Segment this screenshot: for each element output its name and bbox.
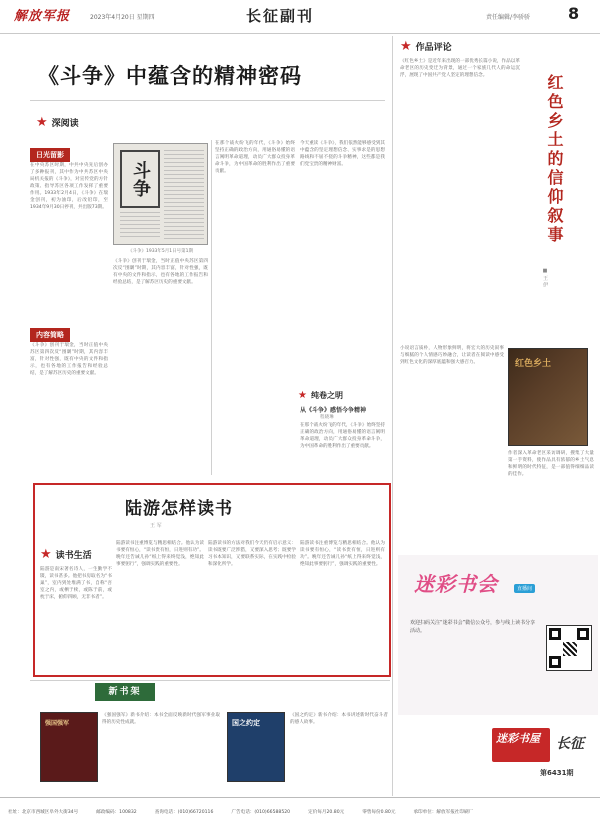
qr-finder-bl: [549, 656, 561, 668]
newspaper-masthead-text: 斗争: [120, 150, 160, 208]
footer-retail: 零售每份0.80元: [362, 809, 396, 815]
issue-date: 2023年4月20日 星期四: [90, 14, 155, 21]
article-column-4: 今天重读《斗争》，我们依然能够感受到其中蕴含的坚定理想信念、实事求是的思想路线和不屈不挠的斗争精神，这些都是我们党宝贵的精神财富。: [300, 141, 385, 167]
book-1-title: 强国强军: [45, 720, 70, 727]
book-cover-title: 红色乡土: [515, 359, 552, 369]
star-icon: ★: [298, 389, 307, 401]
book-1-caption: 《强国强军》新书介绍：本书全面反映新时代强军事业取得的历史性成就。: [102, 713, 220, 725]
ad-brand-banner: [410, 560, 550, 612]
review-text-column-1: 《红色乡土》是近年来出现的一部优秀长篇小说，作品以革命老区的历史变迁为背景，通过一个家族几代人的命运沉浮，展现了中国共产党人坚定的理想信念。: [400, 59, 520, 78]
reading-article-author: 王 军: [150, 523, 162, 529]
review-author: ■ 王 伊: [542, 268, 548, 288]
newspaper-text-lines: [164, 150, 204, 240]
headline-divider: [30, 100, 385, 101]
qr-data-pattern: [563, 642, 577, 656]
masthead: [0, 0, 600, 34]
article-column-4b: 在那个战火纷飞的年代，《斗争》始终坚持正确的政治方向，用通俗易懂的语言阐明革命道理，动员广大群众投身革命斗争，为中国革命的胜利作出了重要贡献。: [300, 423, 385, 449]
book-cover-image: [508, 348, 588, 446]
review-text-column-3: 作者深入革命老区采访调研，搜集了大量第一手资料，使作品具有浓郁的乡土气息和鲜明的时代特征，是一部值得细细品读的佳作。: [508, 451, 594, 477]
issue-number: 第6431期: [540, 769, 574, 777]
newspaper-text-lines-2: [120, 212, 160, 240]
reading-text-mid-2: 陆游读书的方法对我们今天仍有启示意义：读书既要广泛涉猎，又要深入思考；既要学习书本知识，又要联系实际，在实践中检验和深化所学。: [208, 541, 296, 567]
page-footer: [0, 797, 600, 825]
changzheng-signature: 长征: [556, 736, 584, 752]
column-label-daguang: 日光留影: [30, 148, 70, 162]
article-column-3: 在那个战火纷飞的年代，《斗争》始终坚持正确的政治方向，用通俗易懂的语言阐明革命道理，动员广大群众投身革命斗争，为中国革命的胜利作出了重要贡献。: [215, 141, 295, 174]
micai-bookhouse-logo: [492, 728, 550, 762]
new-books-label: 新书架: [95, 683, 155, 701]
footer-printer: 承印单位：解放军报社印刷厂: [413, 809, 474, 815]
footer-address: 社址：北京市西城区阜外大街34号: [8, 809, 79, 815]
qr-code-icon[interactable]: [546, 625, 592, 671]
qr-finder-tr: [577, 628, 589, 640]
page-column-divider: [392, 36, 393, 796]
article-column-1b: 《斗争》创刊于瑞金，当时正值中央苏区第四次反“围剿”时期，其内容丰富，针对性强，既有中央的文件和指示，也有各地的工作报告和经验总结，是了解苏区历史的重要文献。: [30, 343, 108, 376]
footer-price: 定价每月20.80元: [308, 809, 345, 815]
footer-ad-phone: 广告电话：(010)66588520: [231, 809, 291, 815]
book-2-caption: 《国之约定》新书介绍：本书讲述新时代奋斗者的感人故事。: [290, 713, 388, 725]
star-icon: ★: [36, 115, 48, 130]
book-cover-1: [40, 712, 98, 782]
book-cover-2: [227, 712, 285, 782]
reading-text-left: 陆游是南宋著名诗人，一生勤学不辍，读书甚多。他把书房取名为“书巢”，室内到处堆满了书，自称“吾室之内，或栖于椟，或陈于前，或枕于床，俯仰四顾，无非书者”。: [40, 567, 112, 600]
sub-piece-author: 程晓琳: [320, 415, 334, 420]
reading-article-title: 陆游怎样读书: [125, 499, 233, 519]
ad-live-tag: 直播间: [514, 584, 535, 593]
image-caption: 《斗争》1933年5月1日号第1期: [127, 249, 194, 254]
article-column-2: 《斗争》创刊于瑞金，当时正值中央苏区第四次反“围剿”时期，其内容丰富，针对性强，既有中央的文件和指示，也有各地的工作报告和经验总结，是了解苏区历史的重要文献。: [113, 259, 208, 285]
qr-finder-tl: [549, 628, 561, 640]
main-headline: 《斗争》中蕴含的精神密码: [38, 63, 302, 88]
bottom-divider: [30, 680, 390, 681]
book-2-title: 国之约定: [232, 719, 260, 727]
column-divider: [211, 140, 212, 475]
review-text-column-2: 小说语言质朴，人物形象鲜明，将宏大的历史叙事与细腻的个人情感巧妙融合，让读者在阅读中感受到红色文化的深厚底蕴和强大感召力。: [400, 346, 504, 365]
section-title: 长征副刊: [246, 7, 315, 25]
sub-piece-title: 从《斗争》感悟今争精神: [300, 407, 367, 414]
ad-description: 欢迎扫码关注“迷彩书会”微信公众号，参与线上读书分享活动。: [410, 620, 536, 634]
ad-brand-text: 迷彩书会: [414, 572, 498, 596]
section-tag-reading-life: ★ 读书生活: [40, 547, 92, 562]
page-number: 8: [568, 4, 580, 23]
article-column-1: 在中央苏区时期，中共中央先后创办了多种报刊，其中作为中共苏区中央局机关报的《斗争》，对宣传党的方针政策、指导苏区各项工作发挥了重要作用。1933年2月4日，《斗争》在瑞金创刊，初为油印，后改铅印，至1934年9月30日停刊，共出版73期。: [30, 163, 108, 210]
star-icon: ★: [40, 547, 52, 562]
section-tag-review: ★ 作品评论: [400, 39, 452, 54]
logo-text: 迷彩书屋: [496, 732, 540, 745]
footer-phone: 查询电话：(010)66720116: [154, 809, 214, 815]
reading-text-right: 陆游读书注重博览与精思相结合。他认为读书要有恒心，“读书贵有恒，日进则有功”。晚年还告诫儿孙“纸上得来终觉浅，绝知此事要躬行”，强调实践的重要性。: [300, 541, 385, 567]
review-vertical-title: 红色乡土的信仰叙事: [545, 74, 564, 245]
column-label-neirong: 内容简略: [30, 328, 70, 342]
star-icon: ★: [400, 39, 412, 54]
reading-text-mid: 陆游读书注重博览与精思相结合。他认为读书要有恒心，“读书贵有恒，日进则有功”。晚年还告诫儿孙“纸上得来终觉浅，绝知此事要躬行”，强调实践的重要性。: [116, 541, 204, 567]
section-tag-deep-read: ★ 深阅读: [36, 115, 79, 130]
douzheng-newspaper-image: [113, 143, 208, 245]
editor-credit: 责任编辑/李骄骄: [486, 14, 531, 21]
footer-postcode: 邮政编码：100832: [96, 809, 137, 815]
newspaper-logo: 解放军报: [14, 9, 71, 24]
column-label-cunjuan: ★ 纯卷之明: [298, 389, 343, 401]
